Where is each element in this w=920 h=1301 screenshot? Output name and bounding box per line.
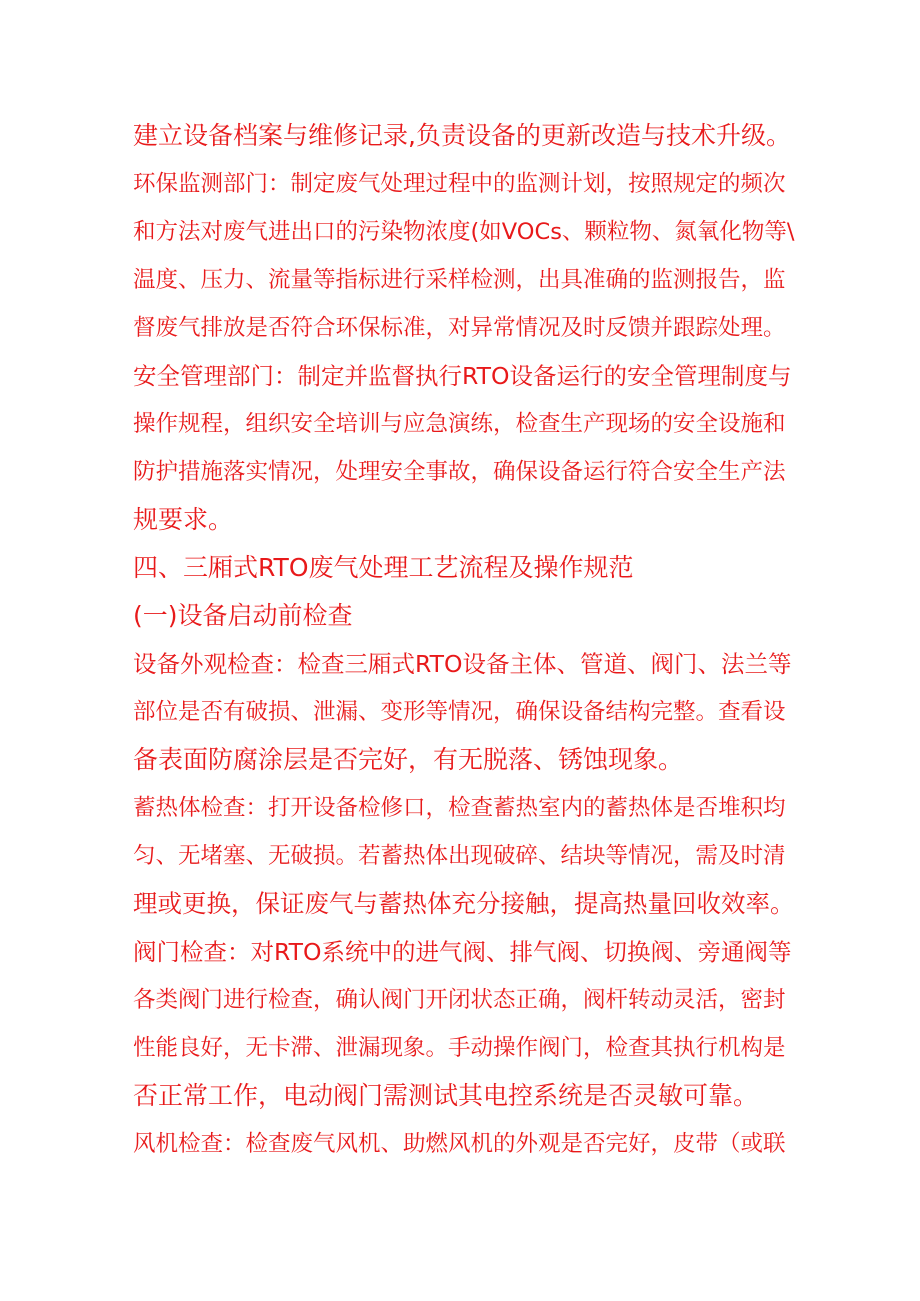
- text-line: 匀、无堵塞、无破损。若蓄热体出现破碎、结块等情况，需及时清: [133, 843, 786, 869]
- section-heading: 四、三厢式RTO废气处理工艺流程及操作规范: [133, 553, 634, 582]
- document-body: [133, 112, 799, 1168]
- text-line: 阀门检查：对RTO系统中的进气阀、排气阀、切换阀、旁通阀等: [133, 938, 792, 966]
- text-line: 操作规程，组织安全培训与应急演练，检查生产现场的安全设施和: [133, 411, 786, 437]
- text-line: 安全管理部门：制定并监督执行RTO设备运行的安全管理制度与: [133, 362, 792, 390]
- text-line: 性能良好，无卡滞、泄漏现象。手动操作阀门，检查其执行机构是: [133, 1035, 786, 1061]
- text-line: 督废气排放是否符合环保标准，对异常情况及时反馈并跟踪处理。: [133, 315, 786, 341]
- text-line: 温度、压力、流量等指标进行采样检测，出具准确的监测报告，监: [133, 267, 786, 293]
- text-line: 防护措施落实情况，处理安全事故，确保设备运行符合安全生产法: [133, 459, 786, 485]
- text-line: 风机检查：检查废气风机、助燃风机的外观是否完好，皮带（或联: [133, 1131, 786, 1157]
- text-line: 部位是否有破损、泄漏、变形等情况，确保设备结构完整。查看设: [133, 699, 786, 725]
- text-line: 环保监测部门：制定废气处理过程中的监测计划，按照规定的频次: [133, 171, 786, 197]
- subsection-heading: (一)设备启动前检查: [133, 601, 353, 630]
- text-line: 和方法对废气进出口的污染物浓度(如VOCs、颗粒物、氮氧化物等\: [133, 219, 795, 245]
- text-line: 否正常工作，电动阀门需测试其电控系统是否灵敏可靠。: [133, 1081, 759, 1110]
- text-line: 蓄热体检查：打开设备检修口，检查蓄热室内的蓄热体是否堆积均: [133, 795, 786, 821]
- text-line: 各类阀门进行检查，确认阀门开闭状态正确，阀杆转动灵活，密封: [133, 987, 786, 1013]
- text-line: 设备外观检查：检查三厢式RTO设备主体、管道、阀门、法兰等: [133, 650, 792, 678]
- text-line: 理或更换，保证废气与蓄热体充分接触，提高热量回收效率。: [133, 889, 795, 918]
- text-line: 建立设备档案与维修记录,负责设备的更新改造与技术升级。: [133, 121, 791, 150]
- text-line: 备表面防腐涂层是否完好，有无脱落、锈蚀现象。: [133, 745, 684, 774]
- text-line: 规要求。: [133, 505, 234, 534]
